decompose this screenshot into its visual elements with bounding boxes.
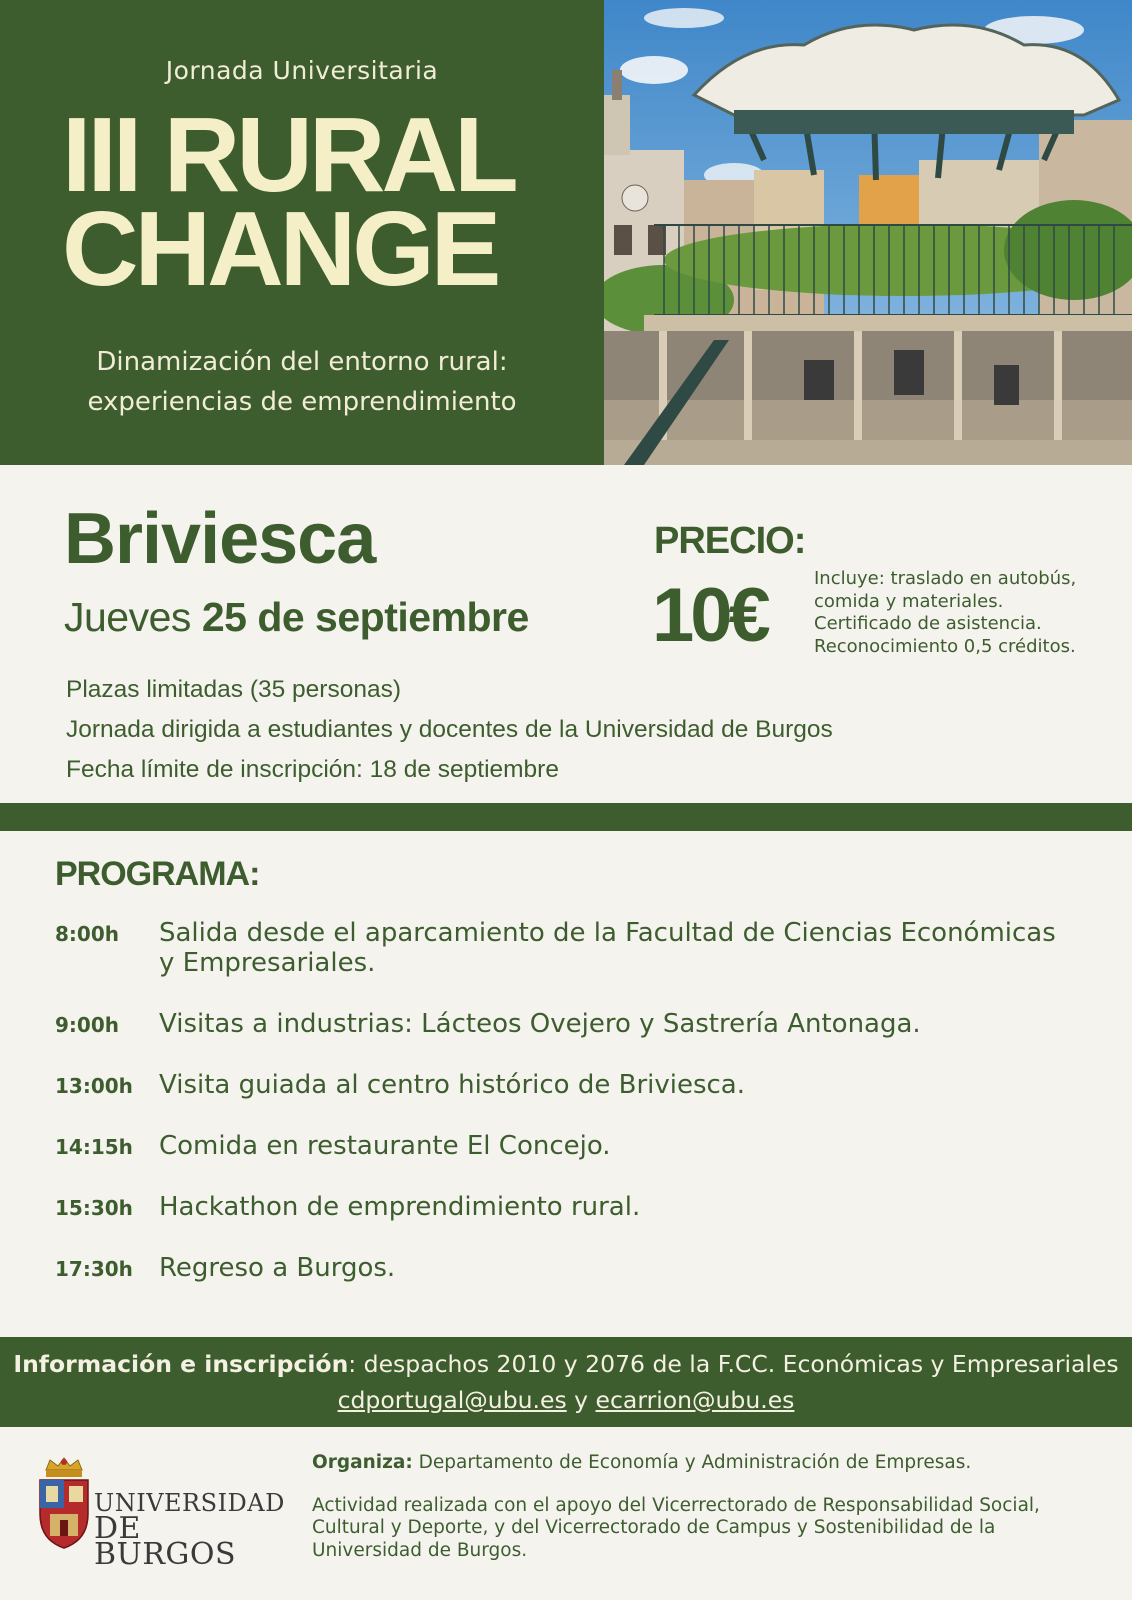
support-text: Actividad realizada con el apoyo del Vicerrectorado de Responsabilidad Social, Cultural y Deporte, y del Vicerrectorado de Campus y Sostenibilidad de la Universidad de Burgos. [312, 1494, 1040, 1561]
info-text: : despachos 2010 y 2076 de la F.CC. Económicas y Empresariales [348, 1350, 1119, 1378]
event-title-line2: CHANGE [62, 190, 498, 308]
price-note: Certificado de asistencia. [814, 613, 1042, 634]
event-eyebrow: Jornada Universitaria [165, 56, 439, 85]
event-subtitle-line2: experiencias de emprendimiento [87, 387, 517, 417]
email-link-cdportugal[interactable]: cdportugal@ubu.es [337, 1386, 567, 1414]
price-value: 10€ [652, 573, 767, 658]
event-day-name: Jueves [64, 594, 191, 640]
program-time: 14:15h [55, 1135, 133, 1159]
logo-line1: UNIVERSIDAD [94, 1489, 285, 1517]
price-label: PRECIO: [654, 520, 806, 562]
event-title-line1: III RURAL [62, 96, 515, 214]
email-joiner: y [566, 1386, 596, 1414]
program-time: 17:30h [55, 1257, 133, 1281]
program-text: Hackathon de emprendimiento rural. [159, 1192, 641, 1222]
footer-text [312, 1452, 1102, 1582]
price-notes [814, 568, 1076, 658]
university-logo [36, 1456, 286, 1572]
section-divider [0, 803, 1132, 831]
program-time: 13:00h [55, 1074, 133, 1098]
hero-green-panel [0, 0, 604, 465]
contact-line [0, 1382, 1132, 1418]
event-details [66, 670, 833, 790]
program-title: PROGRAMA: [55, 855, 260, 893]
program-text: Comida en restaurante El Concejo. [159, 1131, 611, 1161]
price-note: Incluye: traslado en autobús, [814, 568, 1077, 589]
event-town: Briviesca [64, 499, 376, 579]
detail-line: Plazas limitadas (35 personas) [66, 676, 401, 703]
program-time: 9:00h [55, 1013, 119, 1037]
logo-line2: DE BURGOS [94, 1511, 237, 1572]
program-text: Salida desde el aparcamiento de la Facultad de Ciencias Económicas y Empresariales. [159, 918, 1056, 978]
program-text: Visita guiada al centro histórico de Briviesca. [159, 1070, 746, 1100]
event-title [62, 96, 515, 308]
info-label: Información e inscripción [13, 1350, 349, 1378]
organizer-label: Organiza: [312, 1452, 413, 1473]
university-name [94, 1489, 286, 1572]
event-subtitle-line1: Dinamización del entorno rural: [96, 347, 508, 377]
detail-line: Jornada dirigida a estudiantes y docentes de la Universidad de Burgos [66, 716, 833, 743]
hero-banner [0, 0, 1132, 465]
program-time: 15:30h [55, 1196, 133, 1220]
program-text: Visitas a industrias: Lácteos Ovejero y Sastrería Antonaga. [159, 1009, 921, 1039]
price-note: comida y materiales. [814, 590, 1004, 612]
program-time: 8:00h [55, 922, 119, 946]
event-date-value: 25 de septiembre [201, 594, 529, 640]
price-note: Reconocimiento 0,5 créditos. [814, 635, 1076, 657]
organizer-line [312, 1452, 1102, 1475]
info-line [0, 1346, 1132, 1382]
event-date [64, 594, 529, 641]
event-subtitle [0, 342, 604, 422]
bandstand-photo [604, 0, 1132, 465]
organizer-text: Departamento de Economía y Administración de Empresas. [412, 1452, 972, 1473]
email-link-ecarrion[interactable]: ecarrion@ubu.es [595, 1386, 795, 1414]
program-text: Regreso a Burgos. [159, 1253, 396, 1283]
detail-line: Fecha límite de inscripción: 18 de septiembre [66, 756, 559, 783]
info-bar [0, 1337, 1132, 1427]
coat-of-arms-icon [36, 1456, 92, 1552]
